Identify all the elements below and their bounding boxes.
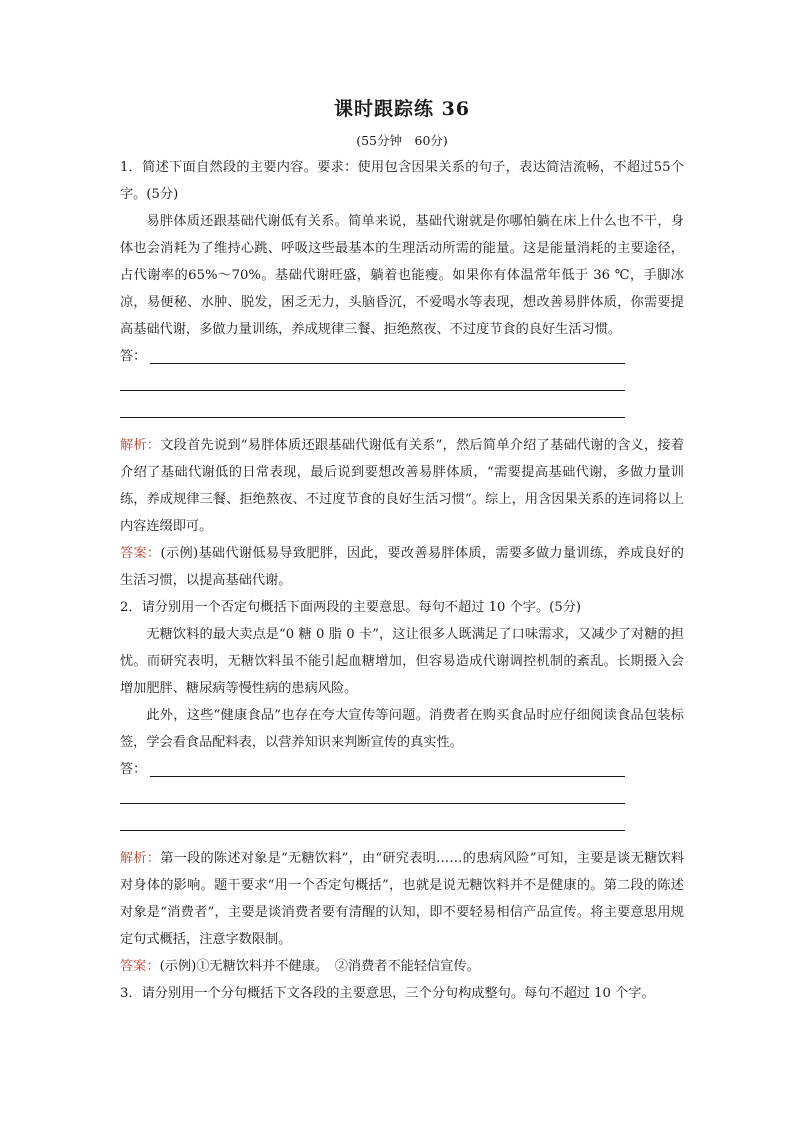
answer-label: 答案： [120,959,160,974]
answer-rule [150,363,625,364]
q2-analysis [120,845,684,953]
q2-answer-line-3[interactable] [120,810,625,837]
analysis-label: 解析： [120,438,161,453]
q1-answer-text: (示例)基础代谢低易导致肥胖，因此，要改善易胖体质，需要多做力量训练，养成良好的生活习惯，以提高基础代谢。 [120,546,684,588]
q1-answer-line-2[interactable] [120,370,625,397]
q1-analysis-text: 文段首先说到“易胖体质还跟基础代谢低有关系”，然后简单介绍了基础代谢的含义，接着介绍了基础代谢低的日常表现，最后说到要想改善易胖体质，“需要提高基础代谢，多做力量训练，养成规律三餐、拒绝熬夜、不过度节食的良好生活习惯”。综上，用含因果关系的连词将以上内容连缀即可。 [120,438,684,534]
q1-answer-line-1[interactable] [120,343,625,370]
q1-analysis [120,432,684,540]
q2-passage-1: 无糖饮料的最大卖点是“0 糖 0 脂 0 卡”，这让很多人既满足了口味需求，又减少了对糖的担忧。而研究表明，无糖饮料虽不能引起血糖增加，但容易造成代谢调控机制的紊乱。长期摄入会增加肥胖、糖尿病等慢性病的患病风险。 [120,627,684,696]
q2-answer [120,953,684,980]
answer-rule [120,803,625,804]
q1-answer-line-3[interactable] [120,397,625,424]
q1-answer-area [120,343,684,424]
q1-prompt: 1．简述下面自然段的主要内容。要求：使用包含因果关系的句子，表达简洁流畅，不超过55个字。(5分) [120,160,684,202]
q2-answer-line-1[interactable] [120,756,625,783]
q2-answer-prefix: 答： [120,762,147,777]
q2-passage-2: 此外，这些“健康食品”也存在夸大宣传等问题。消费者在购买食品时应仔细阅读食品包装标签，学会看食品配料表，以营养知识来判断宣传的真实性。 [120,708,684,750]
answer-rule [120,417,625,418]
page-title: 课时跟踪练 36 [333,98,471,120]
answer-rule [150,776,625,777]
q3-prompt: 3．请分别用一个分句概括下文各段的主要意思，三个分句构成整句。每句不超过 10 个字。 [120,986,655,1001]
answer-label: 答案： [120,546,161,561]
q1-answer [120,540,684,594]
answer-rule [120,830,625,831]
q2-answer-area [120,756,684,837]
q2-answer-text: (示例)①无糖饮料并不健康。 ②消费者不能轻信宣传。 [159,959,480,974]
q1-passage: 易胖体质还跟基础代谢低有关系。简单来说，基础代谢就是你哪怕躺在床上什么也不干，身体也会消耗为了维持心跳、呼吸这些最基本的生理活动所需的能量。这是能量消耗的主要途径，占代谢率的65%～70%。基础代谢旺盛，躺着也能瘦。如果你有体温常年低于 36 ℃，手脚冰凉，易便秘、水肿、脱发，困乏无力，头脑昏沉，不爱喝水等表现，想改善易胖体质，你需要提高基础代谢，多做力量训练，养成规律三餐、拒绝熬夜、不过度节食的良好生活习惯。 [120,214,684,337]
analysis-label: 解析： [120,851,161,866]
q2-answer-line-2[interactable] [120,783,625,810]
q1-answer-prefix: 答： [120,349,147,364]
q2-prompt: 2．请分别用一个否定句概括下面两段的主要意思。每句不超过 10 个字。(5分) [120,600,582,615]
q2-analysis-text: 第一段的陈述对象是“无糖饮料”，由“研究表明……的患病风险”可知，主要是谈无糖饮料对身体的影响。题干要求“用一个否定句概括”，也就是说无糖饮料并不是健康的。第二段的陈述对象是“消费者”，主要是谈消费者要有清醒的认知，即不要轻易相信产品宣传。将主要意思用规定句式概括，注意字数限制。 [120,851,685,947]
answer-rule [120,390,625,391]
page-subtitle: (55分钟 60分) [356,133,448,148]
